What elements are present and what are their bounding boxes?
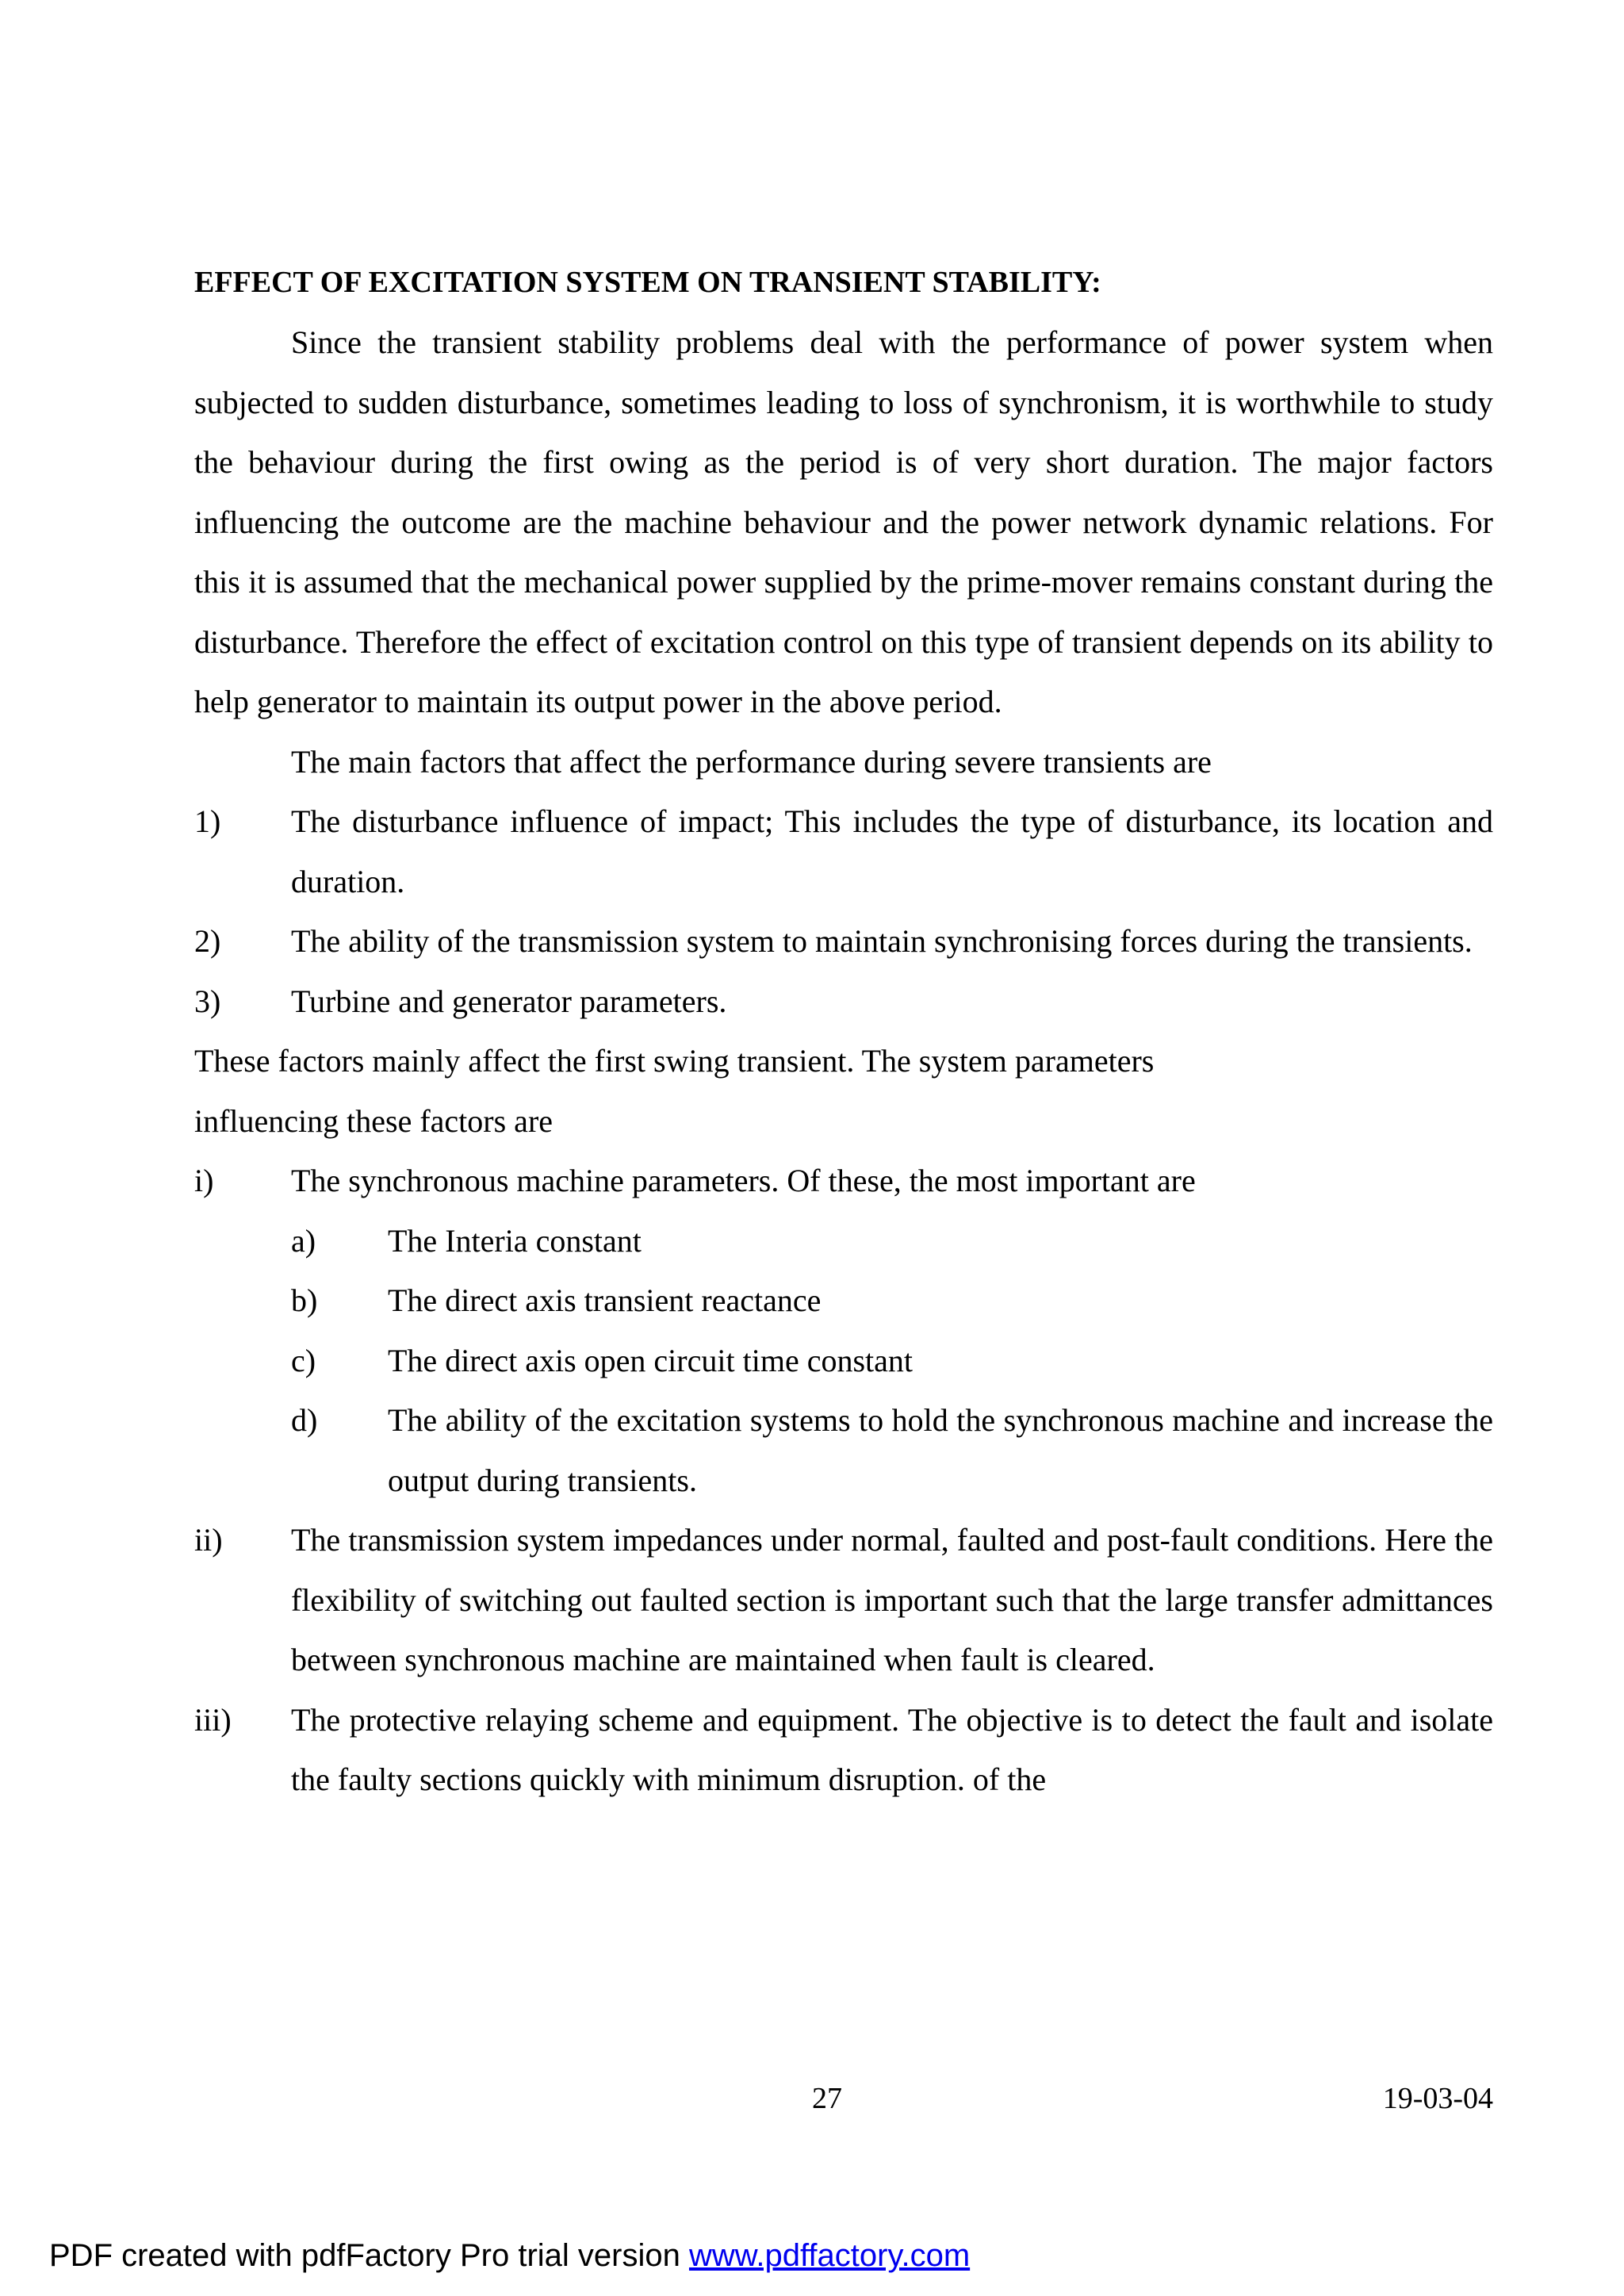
- factor-text: The ability of the transmission system to maintain synchronising forces during the transients.: [291, 923, 1473, 959]
- sub-number: c): [291, 1342, 316, 1378]
- factor-item-1: [194, 792, 1493, 911]
- sub-item-a: [291, 1211, 1493, 1271]
- factor-number: 3): [194, 983, 221, 1019]
- param-text: The transmission system impedances under normal, faulted and post-fault conditions. Here the flexibility of switching out faulted section is important such that the large transfer admittances between synchronous machine are maintained when fault is cleared.: [291, 1522, 1493, 1677]
- param-item-iii: [194, 1690, 1493, 1810]
- sub-text: The direct axis transient reactance: [388, 1282, 822, 1318]
- page-number: 27: [812, 2082, 842, 2115]
- sub-text: The Interia constant: [388, 1222, 642, 1259]
- factor-text: The disturbance influence of impact; This includes the type of disturbance, its location and duration.: [291, 803, 1493, 899]
- param-number: ii): [194, 1522, 223, 1558]
- factor-item-2: [194, 911, 1493, 972]
- factor-text: Turbine and generator parameters.: [291, 983, 727, 1019]
- factor-item-3: [194, 972, 1493, 1032]
- param-item-i: [194, 1151, 1493, 1211]
- sub-number: b): [291, 1282, 318, 1318]
- factor-number: 1): [194, 803, 221, 839]
- sub-item-d: [291, 1390, 1493, 1510]
- param-text: The synchronous machine parameters. Of these, the most important are: [291, 1163, 1196, 1198]
- summary-line-1: These factors mainly affect the first swing transient. The system parameters: [194, 1043, 1155, 1079]
- sub-text: The ability of the excitation systems to hold the synchronous machine and increase the output during transients.: [388, 1402, 1493, 1498]
- page-date: 19-03-04: [1382, 2082, 1493, 2115]
- intro-paragraph: Since the transient stability problems deal with the performance of power system when subjected to sudden disturbance, sometimes leading to loss of synchronism, it is worthwhile to study the behaviour during the first owing as the period is of very short duration. The major factors influencing the outcome are the machine behaviour and the power network dynamic relations. For this it is assumed that the mechanical power supplied by the prime-mover remains constant during the disturbance. Therefore the effect of excitation control on this type of transient depends on its ability to help generator to maintain its output power in the above period.: [194, 324, 1493, 719]
- page-content: [194, 252, 1493, 1810]
- pdf-footer: [49, 2237, 970, 2275]
- sub-number: d): [291, 1402, 318, 1438]
- summary-line-2: influencing these factors are: [194, 1102, 553, 1139]
- param-text: The protective relaying scheme and equipment. The objective is to detect the fault and isolate the faulty sections quickly with minimum disruption. of the: [291, 1701, 1493, 1797]
- param-number: i): [194, 1163, 214, 1198]
- footer-text: PDF created with pdfFactory Pro trial version: [49, 2238, 689, 2273]
- sub-number: a): [291, 1222, 316, 1259]
- param-item-ii: [194, 1510, 1493, 1690]
- section-heading: EFFECT OF EXCITATION SYSTEM ON TRANSIENT STABILITY:: [194, 266, 1101, 299]
- factors-intro: The main factors that affect the performance during severe transients are: [291, 743, 1212, 780]
- sub-item-c: [291, 1331, 1493, 1391]
- sub-item-b: [291, 1271, 1493, 1331]
- factor-number: 2): [194, 923, 221, 959]
- param-number: iii): [194, 1701, 232, 1738]
- sub-text: The direct axis open circuit time constant: [388, 1342, 913, 1378]
- footer-link[interactable]: www.pdffactory.com: [688, 2238, 971, 2273]
